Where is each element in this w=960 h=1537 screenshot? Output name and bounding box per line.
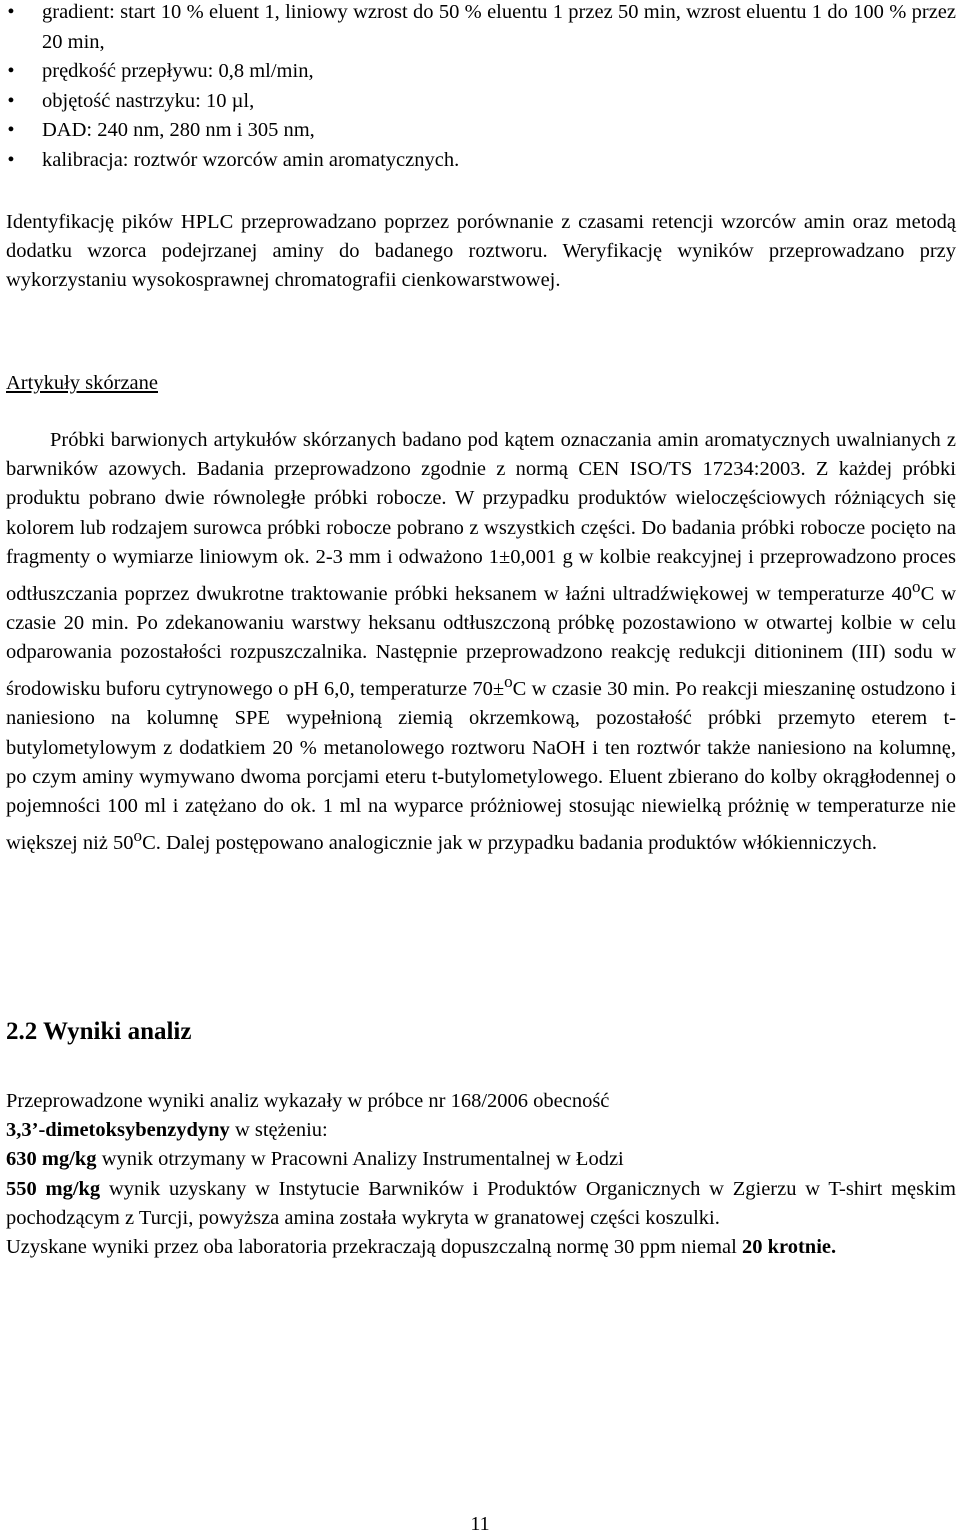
- results-paragraph: Przeprowadzone wyniki analiz wykazały w próbce nr 168/2006 obecność 3,3’-dimetoksybenzydyny w stężeniu: 630 mg/kg wynik otrzymany w Pracowni Analizy Instrumentalnej w Łodzi 550 mg/kg wynik uzyskany w Instytucie Barwników i Produktów Organicznych w Zgierzu w T-shirt męskim pochodzącym z Turcji, powyższa amina została wykryta w granatowej części koszulki. Uzyskane wyniki przez oba laboratoria przekraczają dopuszczalną normę 30 ppm niemal 20 krotnie.: [6, 1090, 956, 1259]
- conclusion-text: Uzyskane wyniki przez oba laboratoria przekraczają dopuszczalną normę 30 ppm niemal: [6, 1236, 742, 1259]
- list-item: • kalibracja: roztwór wzorców amin aromatycznych.: [6, 146, 956, 176]
- leather-articles-heading: Artykuły skórzane: [6, 372, 158, 394]
- list-item: • DAD: 240 nm, 280 nm i 305 nm,: [6, 116, 956, 146]
- results-intro: Przeprowadzone wyniki analiz wykazały w próbce nr 168/2006 obecność: [6, 1090, 610, 1112]
- list-item: • objętość nastrzyku: 10 µl,: [6, 87, 956, 117]
- lodz-result-value: 630 mg/kg: [6, 1148, 97, 1171]
- bullet-icon: •: [7, 60, 15, 82]
- leather-method-paragraph: Próbki barwionych artykułów skórzanych badano pod kątem oznaczania amin aromatycznych uwalnianych z barwników azowych. Badania przeprowadzono zgodnie z normą CEN ISO/TS 17234:2003. Z każdej próbki produktu pobrano dwie równoległe próbki robocze. W przypadku produktów wieloczęściowych różniących się kolorem lub rodzajem surowca próbki robocze pobrano z wszystkich części. Do badania próbki robocze pocięto na fragmenty o wymiarze liniowym ok. 2-3 mm i odważono 1±0,001 g w kolbie reakcyjnej i przeprowadzono proces odtłuszczania poprzez dwukrotne traktowanie próbki heksanem w łaźni ultradźwiękowej w temperaturze 40$^o$C w czasie 20 min. Po zdekanowaniu warstwy heksanu odtłuszczoną próbkę pozostawiono w otwartej kolbie w celu odparowania pozostałości rozpuszczalnika. Następnie przeprowadzono reakcję redukcji ditioninem (III) sodu w środowisku buforu cytrynowego o pH 6,0, temperaturze 70±$^o$C w czasie 30 min. Po reakcji mieszaninę ostudzono i naniesiono na kolumnę SPE wypełnioną ziemią okrzemkową, pozostałość próbki przemyto eterem t-butylometylowym z dodatkiem 20 % metanolowego roztworu NaOH i ten roztwór także naniesiono na kolumnę, po czym aminy wymywano dwoma porcjami eteru t-butylometylowego. Eluent zbierano do kolby okrągłodennej o pojemności 100 ml i zatężano do ok. 1 ml na wyparce próżniowej stosując niewielką próżnię w temperaturze nie większej niż 50$^o$C. Dalej postępowano analogicznie jak w przypadku badania produktów włókienniczych.: [6, 429, 957, 855]
- bullet-icon: •: [7, 89, 15, 112]
- hplc-conditions-list: [6, 0, 956, 175]
- conclusion-factor: 20 krotnie.: [741, 1236, 837, 1259]
- bullet-icon: •: [7, 1, 15, 23]
- identification-paragraph: Identyfikację pików HPLC przeprowadzano poprzez porównanie z czasami retencji wzorców amin oraz metodą dodatku wzorca podejrzanej aminy do badanego roztworu. Weryfikację wyników przeprowadzano przy wykorzystaniu wysokosprawnej chromatografii cienkowarstwowej.: [6, 211, 956, 292]
- compound-name: 3,3’-dimetoksybenzydyny: [6, 1119, 230, 1142]
- bullet-icon: •: [7, 148, 15, 171]
- list-item: • prędkość przepływu: 0,8 ml/min,: [6, 57, 956, 87]
- page-number: 11: [470, 1513, 490, 1535]
- bullet-icon: •: [7, 119, 15, 141]
- section-heading: 2.2 Wyniki analiz: [6, 1018, 192, 1045]
- zgierz-result-value: 550 mg/kg: [6, 1177, 101, 1200]
- list-item: • gradient: start 10 % eluent 1, liniowy wzrost do 50 % eluentu 1 przez 50 min, wzrost eluentu 1 do 100 % przez 20 min,: [6, 0, 956, 57]
